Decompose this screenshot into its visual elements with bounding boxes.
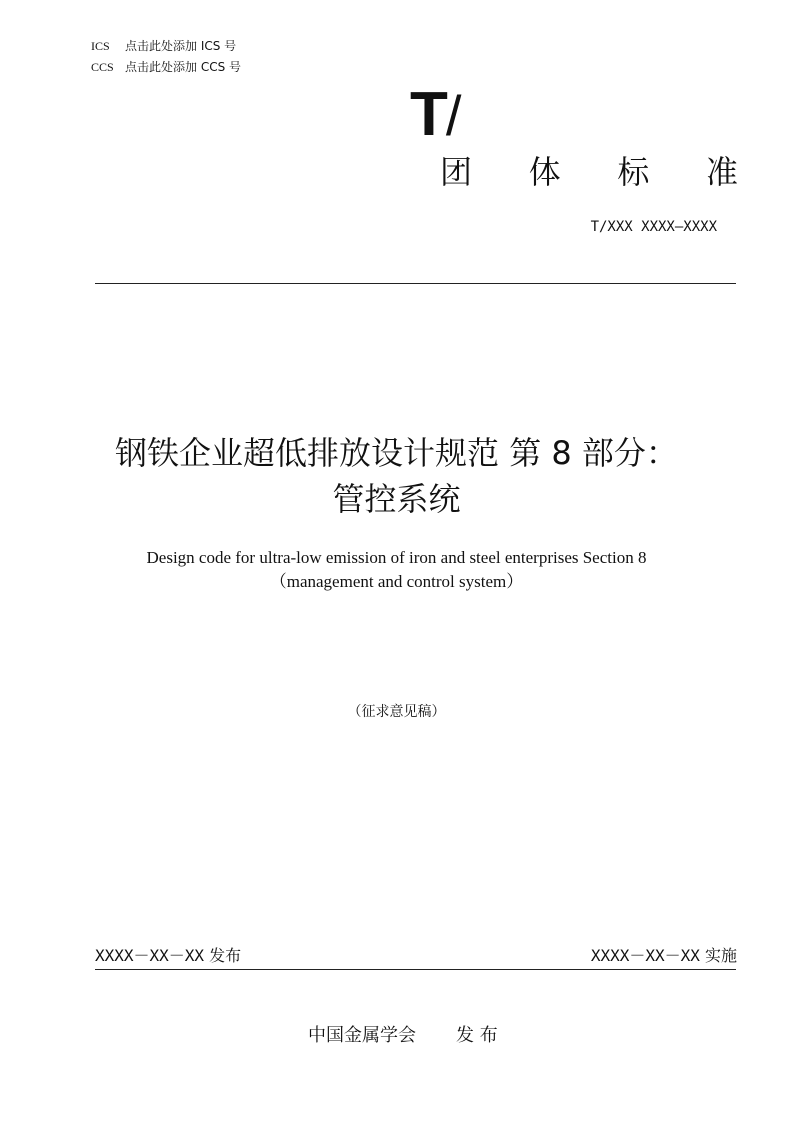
draft-status: （征求意见稿） <box>347 704 446 720</box>
issue-label: 发布 <box>209 946 242 965</box>
ics-line <box>91 39 236 53</box>
ics-label: ICS <box>91 39 110 53</box>
title-cn-line1: 钢铁企业超低排放设计规范 第 8 部分： <box>115 434 678 472</box>
ccs-placeholder[interactable]: 点击此处添加 CCS 号 <box>125 60 242 74</box>
ccs-line <box>91 60 241 74</box>
implement-label: 实施 <box>704 946 737 965</box>
header-divider <box>95 283 736 284</box>
title-cn-line2: 管控系统 <box>332 480 461 518</box>
implement-date-line <box>591 945 737 967</box>
standard-type-char: 标 <box>617 153 650 191</box>
issue-date-line <box>95 945 241 967</box>
standard-type-char: 准 <box>705 153 738 191</box>
publisher-line <box>308 1024 498 1048</box>
implement-date[interactable]: XXXX－XX－XX <box>590 946 700 965</box>
group-standard-mark <box>410 82 457 149</box>
standard-type-heading <box>440 150 740 194</box>
standard-type-char: 体 <box>528 153 561 191</box>
mark-letter: T <box>410 80 444 149</box>
issue-date[interactable]: XXXX－XX－XX <box>95 946 205 965</box>
standard-number: T/XXX XXXX—XXXX <box>590 219 717 235</box>
standard-type-char: 团 <box>440 153 473 191</box>
title-en-line2: （management and control system） <box>269 572 524 591</box>
mark-slash: / <box>445 84 458 147</box>
title-en-line1: Design code for ultra-low emission of iron and steel enterprises Section 8 <box>146 548 647 567</box>
publisher-name: 中国金属学会 <box>308 1025 416 1046</box>
ics-placeholder[interactable]: 点击此处添加 ICS 号 <box>125 39 237 53</box>
footer-divider <box>95 969 736 970</box>
publisher-action: 发 布 <box>456 1025 498 1046</box>
ccs-label: CCS <box>91 60 114 74</box>
